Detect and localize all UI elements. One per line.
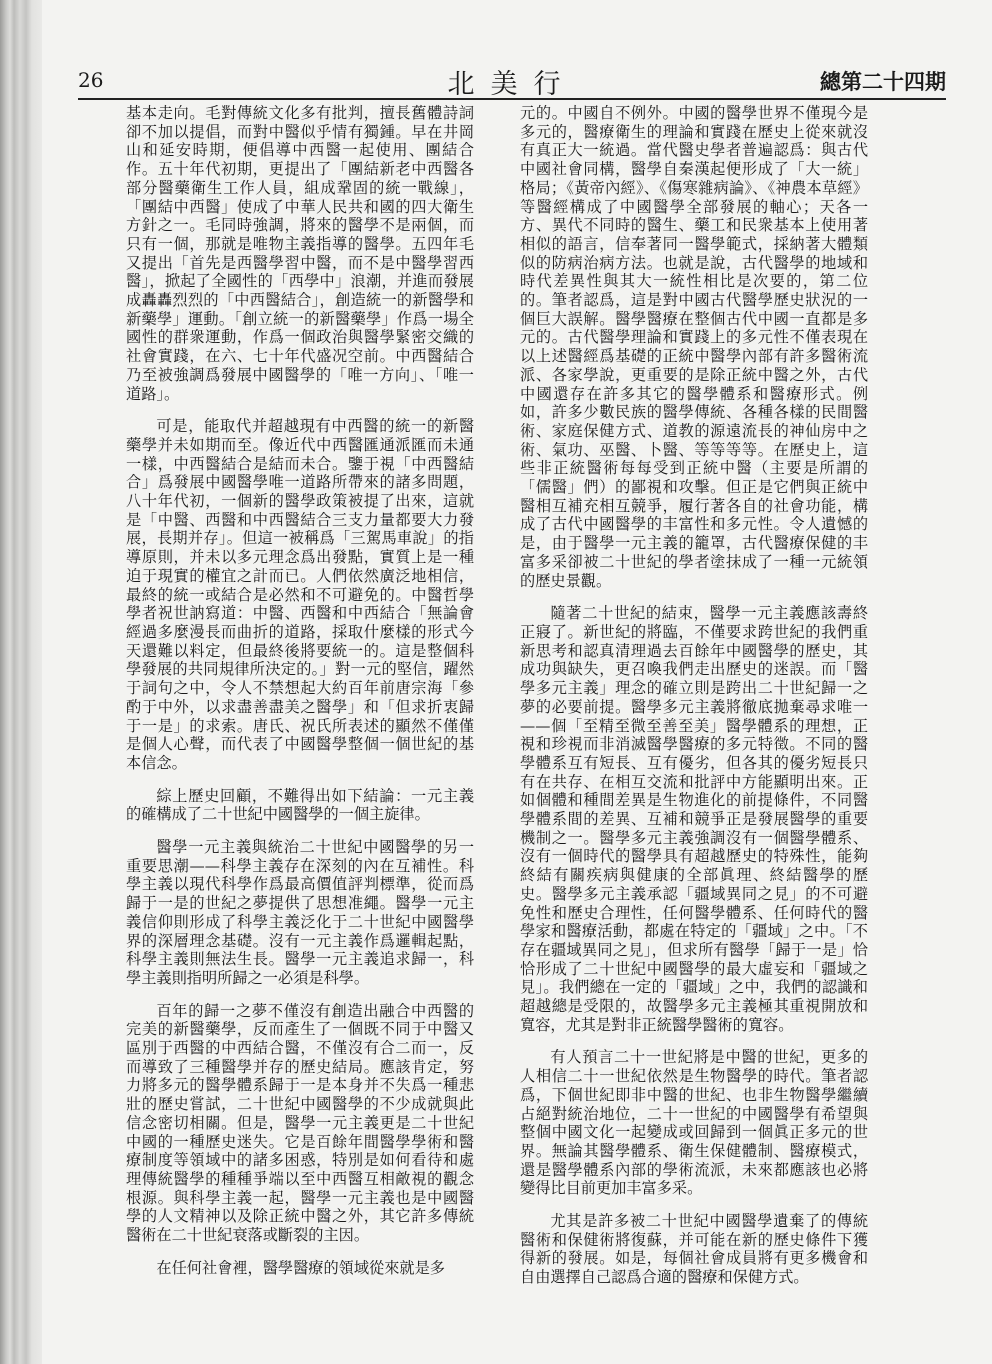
binding-edge [0, 0, 42, 1364]
paragraph: 隨著二十世紀的結束，醫學一元主義應該壽終正寢了。新世紀的將臨，不僅要求跨世紀的我們重新思考和認真清理過去百餘年中國醫學的歷史，其成功與缺失，更召喚我們走出歷史的迷誤。而「醫學多元主義」理念的確立則是跨出二十世紀歸一之夢的必要前提。醫學多元主義將徹底拋棄尋求唯一——個「至精至微至善至美」醫學體系的理想，正視和珍視而非消滅醫學醫療的多元特徵。不同的醫學體系互有短長、互有優劣，但各其的優劣短長只有在共存、在相互交流和批評中方能顯明出來。正如個體和種間差異是生物進化的前提條件，不同醫學體系間的差異、互補和競爭正是發展醫學的重要機制之一。醫學多元主義強調沒有一個醫學體系、沒有一個時代的醫學具有超越歷史的特殊性，能夠終結有關疾病與健康的全部眞理、終結醫學的歷史。醫學多元主義承認「疆域異同之見」的不可避免性和歷史合理性，任何醫學體系、任何時代的醫學家和醫療活動，都處在特定的「疆域」之中。「不存在疆域異同之見」，但求所有醫學「歸于一是」恰恰形成了二十世紀中國醫學的最大虛妄和「疆域之見」。我們總在一定的「疆域」之中，我們的認識和超越總是受限的，故醫學多元主義極其重視開放和寬容，尤其是對非正統醫學醫術的寬容。 [520, 604, 868, 1034]
page-header [78, 60, 946, 100]
right-column [520, 104, 868, 1287]
header-rule [78, 98, 946, 100]
publication-title: 北美行 [447, 69, 577, 100]
paragraph: 綜上歷史回顧，不難得出如下結論：一元主義的確構成了二十世紀中國醫學的一個主旋律。 [126, 786, 474, 824]
paragraph: 基本走向。毛對傳統文化多有批判，擅長舊體詩詞卻不加以提倡，而對中醫似乎情有獨鍾。早在井岡山和延安時期，便倡導中西醫一起使用、團結合作。五十年代初期，更提出了「團結新老中西醫各部分醫藥衛生工作人員，組成鞏固的統一戰線」，「團結中西醫」使成了中華人民共和國的四大衛生方針之一。毛同時強調，將來的醫學不是兩個，而只有一個，那就是唯物主義指導的醫學。五四年毛又提出「首先是西醫學習中醫，而不是中醫學習西醫」，掀起了全國性的「西學中」浪潮，并進而發展成轟轟烈烈的「中西醫結合」，創造統一的新醫學和新藥學」運動。「創立統一的新醫藥學」作爲一場全國性的群衆運動，作爲一個政治與醫學緊密交織的社會實踐，在六、七十年代盛况空前。中西醫結合乃至被強調爲發展中國醫學的「唯一方向」、「唯一道路」。 [126, 104, 474, 403]
paragraph: 有人預言二十一世紀將是中醫的世紀，更多的人相信二十一世紀依然是生物醫學的時代。筆者認爲，下個世紀即非中醫的世紀、也非生物醫學繼續占絕對統治地位，二十一世紀的中國醫學有希望與整個中國文化一起變成或回歸到一個眞正多元的世界。無論其醫學體系、衛生保健體制、醫療模式，還是醫學體系內部的學術流派，未來都應該也必將變得比目前更加丰富多采。 [520, 1048, 868, 1198]
page-number: 26 [78, 68, 104, 92]
paragraph: 百年的歸一之夢不僅沒有創造出融合中西醫的完美的新醫藥學，反而產生了一個既不同于中醫又區別于西醫的中西結合醫，不僅沒有合二而一，反而導致了三種醫學并存的歷史結局。應該肯定，努力將多元的醫學體系歸于一是本身并不失爲一種悲壯的歷史嘗試，二十世紀中國醫學的不少成就與此信念密切相關。但是，醫學一元主義更是二十世紀中國的一種歷史迷失。它是百餘年間醫學學術和醫療制度等領域中的諸多困惑，特別是如何看待和處理傳統醫學的種種爭端以至中西醫互相敵視的觀念根源。與科學主義一起，醫學一元主義也是中國醫學的人文精神以及除正統中醫之外，其它許多傳統醫術在二十世紀衰落或斷裂的主因。 [126, 1001, 474, 1245]
paragraph: 在任何社會裡，醫學醫療的領域從來就是多 [156, 1258, 445, 1277]
issue-label: 總第二十四期 [820, 69, 946, 94]
paragraph: 尤其是許多被二十世紀中國醫學遺棄了的傳統醫術和保健術將復蘇，并可能在新的歷史條件下獲得新的發展。如是，每個社會成員將有更多機會和自由選擇自己認爲合適的醫療和保健方式。 [520, 1212, 868, 1287]
paragraph: 可是，能取代并超越現有中西醫的統一的新醫藥學并未如期而至。像近代中西醫匯通派匯而未通一樣，中西醫結合是結而未合。鑒于視「中西醫結合」爲發展中國醫學唯一道路所帶來的諸多問題，八十年代初，一個新的醫學政策被提了出來，這就是「中醫、西醫和中西醫結合三支力量都要大力發展，長期并存」。但這一被稱爲「三駕馬車說」的指導原則，并未以多元理念爲出發點，實質上是一種迫于現實的權宜之計而已。人們依然廣泛地相信，最終的統一或結合是必然和不可避免的。中醫哲學學者祝世訥寫道：中醫、西醫和中西結合「無論會經過多麼漫長而曲折的道路，採取什麼樣的形式今天還難以料定，但最終後將要統一的。這是整個科學發展的共同規律所決定的。」對一元的堅信，躍然于詞句之中，令人不禁想起大約百年前唐宗海「參酌于中外，以求盡善盡美之醫學」和「但求折衷歸于一是」的求索。唐氏、祝氏所表述的顯然不僅僅是個人心聲，而代表了中國醫學整個一個世紀的基本信念。 [126, 417, 474, 772]
paragraph: 醫學一元主義與統治二十世紀中國醫學的另一重要思潮——科學主義存在深刻的內在互補性。科學主義以現代科學作爲最高價值評判標準，從而爲歸于一是的世紀之夢提供了思想准繩。醫學一元主義信仰則形成了科學主義泛化于二十世紀中國醫學界的深層理念基礎。沒有一元主義作爲邏輯起點，科學主義則無法生長。醫學一元主義追求歸一，科學主義則指明所歸之一必須是科學。 [126, 838, 474, 987]
paragraph: 元的。中國自不例外。中國的醫學世界不僅現今是多元的，醫療衛生的理論和實踐在歷史上從來就沒有真正大一統過。當代醫史學者普遍認爲：與古代中國社會同構，醫學自秦漢起便形成了「大一統」格局；《黃帝內經》、《傷寒雜病論》、《神農本草經》等醫經構成了中國醫學全部發展的軸心；天各一方、異代不同時的醫生、藥工和民衆基本上使用著相似的語言，信奉著同一醫學範式，採納著大體類似的防病治病方法。也就是說，古代醫學的地域和時代差異性與其大一統性相比是次要的，第二位的。筆者認爲，這是對中國古代醫學歷史狀況的一個巨大誤解。醫學醫療在整個古代中國一直都是多元的。古代醫學理論和實踐上的多元性不僅表現在以上述醫經爲基礎的正統中醫學內部有許多醫術流派、各家學說，更重要的是除正統中醫之外，古代中國還存在許多其它的醫學體系和醫療形式。例如，許多少數民族的醫學傳統、各種各樣的民間醫術、家庭保健方式、道教的源遠流長的神仙房中之術、氣功、巫醫、卜醫、等等等等。在歷史上，這些非正統醫術每每受到正統中醫（主要是所謂的「儒醫」們）的鄙視和攻擊。但正是它們與正統中醫相互補充相互競爭，履行著各自的社會功能，構成了古代中國醫學的丰富性和多元性。令人遺憾的是，由于醫學一元主義的籠罩，古代醫療保健的丰富多采卻被二十世紀的學者塗抹成了一種一元統領的歷史景觀。 [520, 104, 868, 590]
left-column [126, 104, 474, 1277]
